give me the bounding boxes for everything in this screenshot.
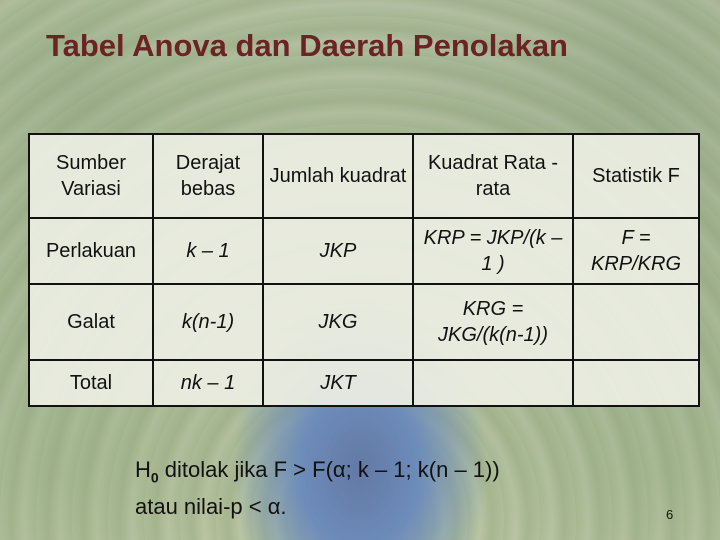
table-row <box>29 360 699 406</box>
cell-f: F = KRP/KRG <box>573 218 699 284</box>
hypothesis-symbol: H <box>135 457 151 482</box>
cell-source: Total <box>29 360 153 406</box>
slide-title: Tabel Anova dan Daerah Penolakan <box>46 28 568 63</box>
cell-ss: JKT <box>263 360 413 406</box>
header-jumlah-kuadrat: Jumlah kuadrat <box>263 134 413 218</box>
note-line-2: atau nilai-p < α. <box>135 494 287 520</box>
cell-source: Perlakuan <box>29 218 153 284</box>
cell-df: nk – 1 <box>153 360 263 406</box>
cell-ss: JKG <box>263 284 413 360</box>
table-row <box>29 284 699 360</box>
page-number: 6 <box>666 507 674 522</box>
hypothesis-subscript: 0 <box>150 469 159 486</box>
cell-ms <box>413 360 573 406</box>
rejection-region-note <box>135 455 500 522</box>
anova-table <box>28 133 700 407</box>
note-line-1-text: ditolak jika F > F(α; k – 1; k(n – 1)) <box>158 457 500 482</box>
cell-ss: JKP <box>263 218 413 284</box>
table-header-row <box>29 134 699 218</box>
cell-f <box>573 284 699 360</box>
header-kuadrat-rata-rata: Kuadrat Rata -rata <box>413 134 573 218</box>
cell-source: Galat <box>29 284 153 360</box>
header-sumber-variasi: Sumber Variasi <box>29 134 153 218</box>
header-statistik-f: Statistik F <box>573 134 699 218</box>
cell-f <box>573 360 699 406</box>
cell-ms: KRG = JKG/(k(n-1)) <box>413 284 573 360</box>
cell-df: k – 1 <box>153 218 263 284</box>
cell-df: k(n-1) <box>153 284 263 360</box>
cell-ms: KRP = JKP/(k – 1 ) <box>413 218 573 284</box>
note-line-1 <box>135 455 500 492</box>
header-derajat-bebas: Derajat bebas <box>153 134 263 218</box>
table-row <box>29 218 699 284</box>
